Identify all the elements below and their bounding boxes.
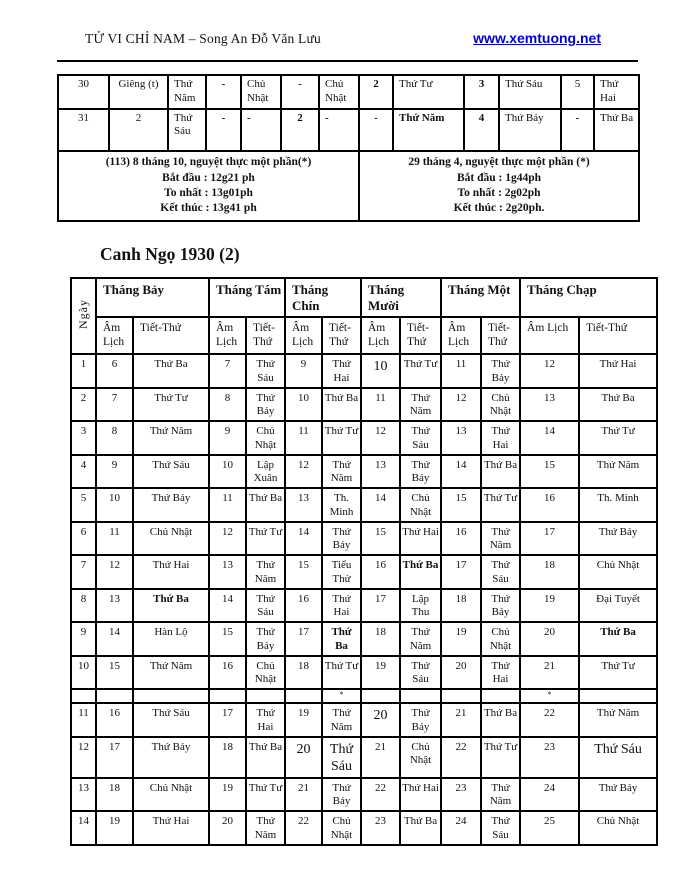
tiet-thu-value: Thứ Hai [400, 778, 441, 812]
tiet-thu-value: Thứ Hai [133, 555, 209, 589]
am-lich-value: 17 [209, 703, 246, 737]
month-header: Tháng Chín [285, 278, 361, 318]
day-number [71, 689, 96, 703]
tiet-thu-value: Thứ Sáu [133, 455, 209, 489]
tiet-thu-header: Tiết-Thứ [246, 317, 285, 354]
am-lich-value: 22 [285, 811, 322, 845]
am-lich-value [361, 689, 400, 703]
tiet-thu-value: Thứ Bảy [579, 778, 657, 812]
eclipse-line: To nhất : 2g02ph [457, 187, 541, 199]
tiet-thu-value: Chủ Nhật [133, 778, 209, 812]
tiet-thu-value [481, 689, 520, 703]
am-lich-value: 11 [285, 421, 322, 455]
tiet-thu-value: Thứ Hai [322, 354, 361, 388]
page-header [85, 30, 601, 47]
table-row [71, 811, 657, 845]
eclipse-line: (113) 8 tháng 10, nguyệt thực một phần(*) [105, 156, 312, 169]
month-header: Tháng Chạp [520, 278, 657, 318]
am-lich-value: 10 [361, 354, 400, 388]
day-number: 6 [71, 522, 96, 556]
table-row [58, 109, 639, 151]
am-lich-value: 9 [209, 421, 246, 455]
day-number: 2 [71, 388, 96, 422]
am-lich-value: 14 [209, 589, 246, 623]
tiet-thu-value: Thứ Năm [246, 555, 285, 589]
am-lich-value: 12 [285, 455, 322, 489]
tiet-thu-header: Tiết-Thứ [579, 317, 657, 354]
am-lich-value: 9 [96, 455, 133, 489]
am-lich-value: 20 [441, 656, 481, 690]
day-number: 1 [71, 354, 96, 388]
am-lich-value: 19 [209, 778, 246, 812]
am-lich-value [96, 689, 133, 703]
lunar-eclipse-note-april [359, 151, 639, 221]
am-lich-value: - [281, 75, 319, 109]
am-lich-value: 19 [520, 589, 579, 623]
am-lich-header: Âm Lịch [96, 317, 133, 354]
table-row [71, 656, 657, 690]
am-lich-value: 12 [209, 522, 246, 556]
tiet-thu-value: Thứ Ba [246, 488, 285, 522]
tiet-thu-value [579, 689, 657, 703]
am-lich-value: Giêng (t) [109, 75, 168, 109]
tiet-thu-value: Thứ Tư [246, 778, 285, 812]
month-header: Tháng Một [441, 278, 520, 318]
am-lich-value: - [561, 109, 594, 151]
tiet-thu-value: Thứ Năm [133, 656, 209, 690]
table-row [71, 737, 657, 778]
am-lich-value: 23 [441, 778, 481, 812]
tiet-thu-value [400, 689, 441, 703]
spacer-row [71, 689, 657, 703]
tiet-thu-value: Thứ Sáu [400, 421, 441, 455]
am-lich-value: 18 [361, 622, 400, 656]
am-lich-value: * [520, 689, 579, 703]
tiet-thu-header: Tiết-Thứ [322, 317, 361, 354]
tiet-thu-header: Tiết-Thứ [133, 317, 209, 354]
am-lich-value: 14 [520, 421, 579, 455]
table-row [71, 354, 657, 388]
table-row [71, 589, 657, 623]
am-lich-value: 12 [96, 555, 133, 589]
tiet-thu-value: Thứ Tư [322, 656, 361, 690]
am-lich-value: 12 [520, 354, 579, 388]
am-lich-value: 15 [285, 555, 322, 589]
am-lich-value: 11 [361, 388, 400, 422]
tiet-thu-value: Thứ Bảy [246, 622, 285, 656]
tiet-thu-value: Hàn Lộ [133, 622, 209, 656]
tiet-thu-value: Thứ Hai [481, 421, 520, 455]
solar-day-number: 30 [58, 75, 109, 109]
am-lich-value: 11 [96, 522, 133, 556]
am-lich-value: 3 [464, 75, 499, 109]
day-number: 14 [71, 811, 96, 845]
website-link[interactable]: www.xemtuong.net [473, 30, 601, 46]
table-row [71, 488, 657, 522]
am-lich-value: 2 [359, 75, 393, 109]
table-row [71, 555, 657, 589]
am-lich-value: 14 [441, 455, 481, 489]
am-lich-value: 12 [441, 388, 481, 422]
am-lich-value: 14 [285, 522, 322, 556]
am-lich-value: 23 [520, 737, 579, 778]
tiet-thu-value: Thứ Năm [579, 703, 657, 737]
tiet-thu-value: Thứ Năm [400, 388, 441, 422]
am-lich-value: 7 [96, 388, 133, 422]
am-lich-value: 13 [285, 488, 322, 522]
tiet-thu-value: Thứ Tư [322, 421, 361, 455]
tiet-thu-value: Thứ Ba [246, 737, 285, 778]
am-lich-value: 5 [561, 75, 594, 109]
tiet-thu-value: Thứ Năm [168, 75, 206, 109]
am-lich-value: 15 [209, 622, 246, 656]
tiet-thu-value [133, 689, 209, 703]
am-lich-header: Âm Lịch [441, 317, 481, 354]
am-lich-value [285, 689, 322, 703]
tiet-thu-value: Thứ Hai [246, 703, 285, 737]
eclipse-line: To nhất : 13g01ph [164, 187, 253, 199]
am-lich-value: 18 [520, 555, 579, 589]
am-lich-value: 20 [209, 811, 246, 845]
am-lich-header: Âm Lịch [209, 317, 246, 354]
am-lich-value: 14 [96, 622, 133, 656]
am-lich-value: 19 [441, 622, 481, 656]
am-lich-value: 16 [96, 703, 133, 737]
am-lich-value: 19 [96, 811, 133, 845]
tiet-thu-value: Thứ Tư [579, 656, 657, 690]
tiet-thu-value: Thứ Ba [133, 354, 209, 388]
am-lich-value: 19 [361, 656, 400, 690]
tiet-thu-value: Thứ Bảy [322, 522, 361, 556]
am-lich-value: 15 [96, 656, 133, 690]
tiet-thu-value: Thứ Sáu [246, 354, 285, 388]
tiet-thu-value: - [319, 109, 359, 151]
table-row [58, 75, 639, 109]
day-number: 7 [71, 555, 96, 589]
am-lich-value: - [359, 109, 393, 151]
tiet-thu-value: Thứ Bảy [579, 522, 657, 556]
tiet-thu-value: Thứ Tư [133, 388, 209, 422]
am-lich-value: 11 [209, 488, 246, 522]
tiet-thu-value: Thứ Hai [481, 656, 520, 690]
tiet-thu-value: Thứ Sáu [168, 109, 206, 151]
am-lich-value [441, 689, 481, 703]
tiet-thu-value: Thứ Năm [579, 455, 657, 489]
solar-day-number: 31 [58, 109, 109, 151]
tiet-thu-value: Thứ Năm [393, 109, 464, 151]
document-title: TỬ VI CHỈ NAM – Song An Đỗ Văn Lưu [85, 31, 321, 46]
tiet-thu-value: Thứ Hai [400, 522, 441, 556]
tiet-thu-value: Thứ Ba [579, 622, 657, 656]
eclipse-line: Bắt đầu : 12g21 ph [162, 171, 255, 184]
tiet-thu-value: Chủ Nhật [579, 555, 657, 589]
day-number: 11 [71, 703, 96, 737]
tiet-thu-value: Thứ Ba [322, 622, 361, 656]
tiet-thu-value: Chủ Nhật [579, 811, 657, 845]
am-lich-value: 19 [285, 703, 322, 737]
tiet-thu-value: Thứ Năm [481, 522, 520, 556]
tiet-thu-value: Thứ Bảy [481, 589, 520, 623]
tiet-thu-value: Thứ Tư [481, 737, 520, 778]
header-rule [57, 60, 638, 62]
am-lich-value: - [206, 75, 241, 109]
tiet-thu-value: Thứ Sáu [322, 737, 361, 778]
tiet-thu-value: Chủ Nhật [133, 522, 209, 556]
tiet-thu-value: Thứ Tư [579, 421, 657, 455]
am-lich-value: 17 [96, 737, 133, 778]
table-row [71, 778, 657, 812]
am-lich-value: 6 [96, 354, 133, 388]
am-lich-value: 24 [520, 778, 579, 812]
am-lich-value: 16 [285, 589, 322, 623]
tiet-thu-value: Chủ Nhật [246, 656, 285, 690]
tiet-thu-value: Thứ Sáu [499, 75, 561, 109]
table-row [71, 388, 657, 422]
tiet-thu-value: Thứ Bảy [133, 488, 209, 522]
tiet-thu-value: Thứ Tư [481, 488, 520, 522]
am-lich-value: 21 [285, 778, 322, 812]
table-row [71, 622, 657, 656]
am-lich-value: 21 [441, 703, 481, 737]
tiet-thu-value: Thứ Bảy [133, 737, 209, 778]
previous-month-continuation-table [57, 74, 640, 222]
am-lich-value: 16 [361, 555, 400, 589]
day-column-label: Ngày [76, 298, 90, 329]
am-lich-value: 8 [209, 388, 246, 422]
tiet-thu-value: Thứ Năm [400, 622, 441, 656]
day-number: 5 [71, 488, 96, 522]
am-lich-value: 7 [209, 354, 246, 388]
tiet-thu-value: Chủ Nhật [400, 488, 441, 522]
table-row [71, 421, 657, 455]
month-header-row [71, 278, 657, 318]
month-header: Tháng Tám [209, 278, 285, 318]
tiet-thu-value: Lập Xuân [246, 455, 285, 489]
am-lich-value: 2 [109, 109, 168, 151]
am-lich-value: 20 [361, 703, 400, 737]
am-lich-value [209, 689, 246, 703]
day-number: 9 [71, 622, 96, 656]
am-lich-value: 20 [520, 622, 579, 656]
day-number: 3 [71, 421, 96, 455]
tiet-thu-value: Thứ Ba [322, 388, 361, 422]
am-lich-header: Âm Lịch [361, 317, 400, 354]
tiet-thu-value: Thứ Ba [481, 703, 520, 737]
tiet-thu-value: Chủ Nhật [400, 737, 441, 778]
tiet-thu-value: Đại Tuyết [579, 589, 657, 623]
tiet-thu-value: Thứ Ba [400, 811, 441, 845]
eclipse-line: Kết thúc : 13g41 ph [160, 202, 257, 215]
day-number: 13 [71, 778, 96, 812]
am-lich-value: 18 [285, 656, 322, 690]
day-number: 8 [71, 589, 96, 623]
tiet-thu-value: Thứ Năm [481, 778, 520, 812]
year-section-title: Canh Ngọ 1930 (2) [100, 243, 240, 264]
eclipse-note-row [58, 151, 639, 221]
tiet-thu-value: Th. Minh [579, 488, 657, 522]
am-lich-value: 16 [209, 656, 246, 690]
subheader-row [71, 317, 657, 354]
tiet-thu-value: Thứ Ba [579, 388, 657, 422]
am-lich-value: 14 [361, 488, 400, 522]
tiet-thu-header: Tiết-Thứ [400, 317, 441, 354]
day-number: 10 [71, 656, 96, 690]
tiet-thu-value: Thứ Bảy [499, 109, 561, 151]
am-lich-value: 8 [96, 421, 133, 455]
am-lich-value: 18 [441, 589, 481, 623]
tiet-thu-value [246, 689, 285, 703]
tiet-thu-header: Tiết-Thứ [481, 317, 520, 354]
am-lich-value: 13 [441, 421, 481, 455]
tiet-thu-value: Thứ Bảy [400, 703, 441, 737]
am-lich-header: Âm Lịch [520, 317, 579, 354]
am-lich-value: - [206, 109, 241, 151]
tiet-thu-value: * [322, 689, 361, 703]
tiet-thu-value: Tiểu Thử [322, 555, 361, 589]
tiet-thu-value: Chủ Nhật [481, 388, 520, 422]
tiet-thu-value: Thứ Hai [579, 354, 657, 388]
am-lich-value: 17 [285, 622, 322, 656]
am-lich-value: 17 [441, 555, 481, 589]
eclipse-line: Bắt đầu : 1g44ph [456, 171, 542, 184]
tiet-thu-value: Thứ Bảy [246, 388, 285, 422]
am-lich-value: 15 [361, 522, 400, 556]
am-lich-value: 15 [520, 455, 579, 489]
month-header: Tháng Bảy [96, 278, 209, 318]
tiet-thu-value: Thứ Bảy [400, 455, 441, 489]
am-lich-value: 18 [96, 778, 133, 812]
tiet-thu-value: Thứ Ba [133, 589, 209, 623]
tiet-thu-value: - [241, 109, 281, 151]
tiet-thu-value: Thứ Sáu [481, 811, 520, 845]
tiet-thu-value: Thứ Bảy [322, 778, 361, 812]
tiet-thu-value: Thứ Ba [481, 455, 520, 489]
am-lich-value: 13 [96, 589, 133, 623]
am-lich-value: 9 [285, 354, 322, 388]
tiet-thu-value: Thứ Tư [400, 354, 441, 388]
tiet-thu-value: Thứ Năm [322, 455, 361, 489]
am-lich-header: Âm Lịch [285, 317, 322, 354]
eclipse-line: Kết thúc : 2g20ph. [453, 202, 545, 215]
am-lich-value: 18 [209, 737, 246, 778]
am-lich-value: 21 [520, 656, 579, 690]
tiet-thu-value: Thứ Năm [246, 811, 285, 845]
tiet-thu-value: Lập Thu [400, 589, 441, 623]
tiet-thu-value: Thứ Ba [594, 109, 639, 151]
am-lich-value: 4 [464, 109, 499, 151]
am-lich-value: 2 [281, 109, 319, 151]
tiet-thu-value: Chủ Nhật [246, 421, 285, 455]
eclipse-line: 29 tháng 4, nguyệt thực một phần (*) [408, 156, 590, 169]
canh-ngo-calendar-table [70, 277, 658, 846]
am-lich-value: 12 [361, 421, 400, 455]
am-lich-value: 23 [361, 811, 400, 845]
tiet-thu-value: Th. Minh [322, 488, 361, 522]
tiet-thu-value: Thứ Tư [393, 75, 464, 109]
tiet-thu-value: Thứ Hai [594, 75, 639, 109]
tiet-thu-value: Thứ Sáu [133, 703, 209, 737]
am-lich-value: 21 [361, 737, 400, 778]
tiet-thu-value: Thứ Sáu [246, 589, 285, 623]
am-lich-value: 13 [361, 455, 400, 489]
tiet-thu-value: Thứ Sáu [481, 555, 520, 589]
am-lich-value: 17 [361, 589, 400, 623]
day-number: 4 [71, 455, 96, 489]
tiet-thu-value: Chủ Nhật [322, 811, 361, 845]
tiet-thu-value: Chủ Nhật [481, 622, 520, 656]
tiet-thu-value: Thứ Năm [133, 421, 209, 455]
am-lich-value: 17 [520, 522, 579, 556]
am-lich-value: 10 [285, 388, 322, 422]
am-lich-value: 22 [361, 778, 400, 812]
tiet-thu-value: Thứ Sáu [400, 656, 441, 690]
tiet-thu-value: Thứ Sáu [579, 737, 657, 778]
day-column-header [71, 278, 96, 355]
table-row [71, 703, 657, 737]
am-lich-value: 16 [441, 522, 481, 556]
am-lich-value: 10 [209, 455, 246, 489]
am-lich-value: 22 [520, 703, 579, 737]
tiet-thu-value: Chủ Nhật [319, 75, 359, 109]
table-row [71, 455, 657, 489]
am-lich-value: 15 [441, 488, 481, 522]
am-lich-value: 10 [96, 488, 133, 522]
tiet-thu-value: Thứ Tư [246, 522, 285, 556]
tiet-thu-value: Thứ Bảy [481, 354, 520, 388]
am-lich-value: 24 [441, 811, 481, 845]
am-lich-value: 22 [441, 737, 481, 778]
tiet-thu-value: Thứ Năm [322, 703, 361, 737]
am-lich-value: 11 [441, 354, 481, 388]
tiet-thu-value: Thứ Hai [322, 589, 361, 623]
tiet-thu-value: Thứ Hai [133, 811, 209, 845]
tiet-thu-value: Thứ Ba [400, 555, 441, 589]
am-lich-value: 16 [520, 488, 579, 522]
month-header: Tháng Mười [361, 278, 441, 318]
day-number: 12 [71, 737, 96, 778]
am-lich-value: 13 [520, 388, 579, 422]
am-lich-value: 25 [520, 811, 579, 845]
am-lich-value: 20 [285, 737, 322, 778]
am-lich-value: 13 [209, 555, 246, 589]
tiet-thu-value: Chủ Nhật [241, 75, 281, 109]
table-row [71, 522, 657, 556]
lunar-eclipse-note-october [58, 151, 359, 221]
